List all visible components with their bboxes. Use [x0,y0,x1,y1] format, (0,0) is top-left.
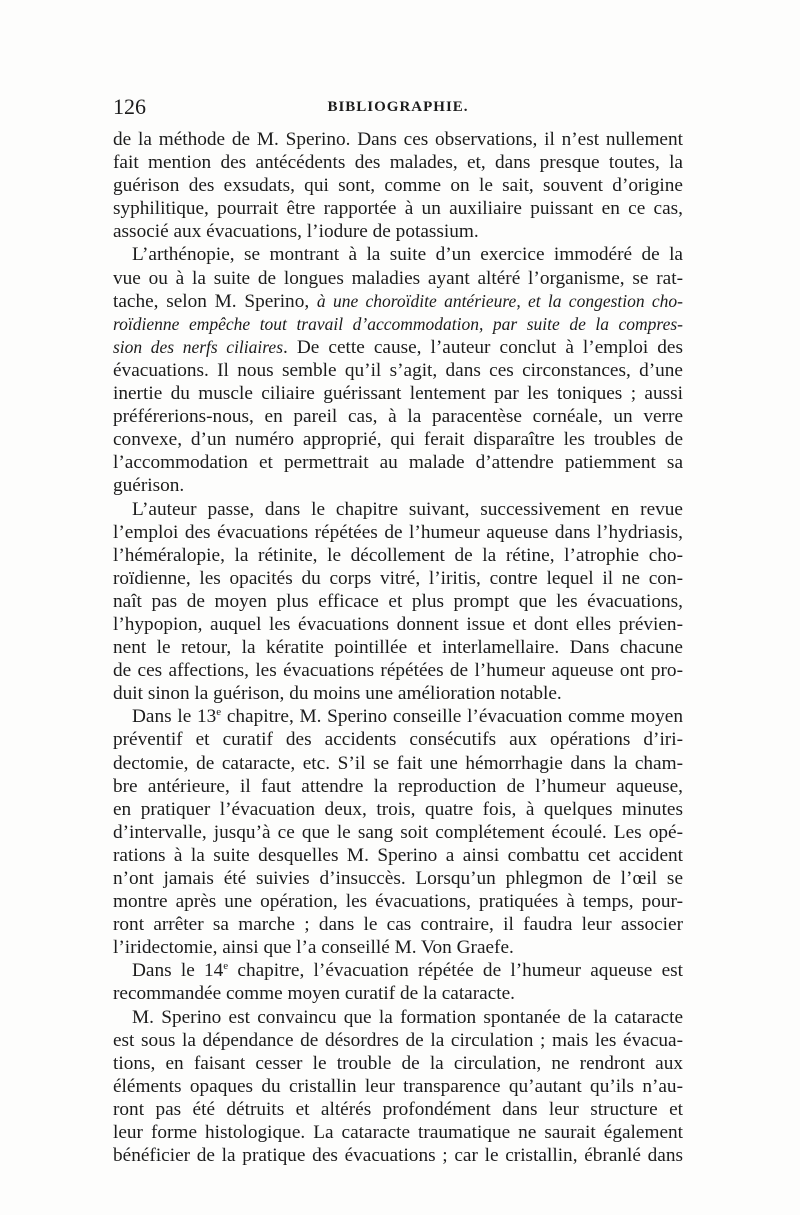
text-segment: montre après une opération, les évacuations, pratiquées à temps, pour- [113,891,683,913]
text-segment: rations à la suite desquelles M. Sperino a ainsi combattu cet accident [113,844,683,866]
italic-text: roïdienne empêche tout travail d’accommodation, par suite de la compres- [113,313,683,334]
text-segment: vue ou à la suite de longues maladies ayant altéré l’organisme, se rat- [113,267,683,289]
text-line [113,359,683,382]
text-line [113,451,683,474]
text-line [113,1029,683,1052]
text-segment: naît pas de moyen plus efficace et plus prompt que les évacuations, [113,590,683,612]
text-segment: en pratiquer l’évacuation deux, trois, quatre fois, à quelques minutes [113,798,683,820]
text-segment: convexe, d’un numéro approprié, qui ferait disparaître les troubles de [113,429,683,451]
text-line [113,336,683,359]
text-segment: préventif et curatif des accidents consécutifs aux opérations d’iri- [113,729,683,751]
superscript: e [216,706,222,719]
text-segment: évacuations. Il nous semble qu’il s’agit, dans ces circonstances, d’une [113,359,683,381]
text-segment: l’iridectomie, ainsi que l’a conseillé M. Von Graefe. [113,937,514,959]
text-segment: L’auteur passe, dans le chapitre suivant, successivement en revue [132,498,683,520]
text-segment: inertie du muscle ciliaire guérissant lentement par les toniques ; aussi [113,383,683,405]
text-line [113,982,683,1005]
text-segment: de ces affections, les évacuations répétées de l’humeur aqueuse ont pro- [113,660,683,682]
text-segment: de la méthode de M. Sperino. Dans ces observations, il n’est nullement [113,129,683,150]
page-number: 126 [113,94,146,119]
text-line [113,521,683,544]
text-segment: dectomie, de cataracte, etc. S’il se fait une hémorrhagie dans la cham- [113,752,683,774]
text-line [113,151,683,174]
text-line [113,959,683,982]
text-segment: chapitre, l’évacuation répétée de l’humeur aqueuse est [228,960,683,982]
text-line [113,220,683,243]
text-line [113,890,683,913]
text-segment: roïdienne, les opacités du corps vitré, l’iritis, contre lequel il ne con- [113,567,683,589]
text-line [113,128,683,151]
text-line [113,1075,683,1098]
text-line [113,752,683,775]
text-line [113,567,683,590]
text-segment: leur forme histologique. La cataracte traumatique ne saurait également [113,1122,683,1144]
text-segment: guérison. [113,475,185,497]
text-line [113,405,683,428]
text-segment: duit sinon la guérison, du moins une amélioration notable. [113,683,562,705]
text-line [113,613,683,636]
text-segment: est sous la dépendance de désordres de la circulation ; mais les évacua- [113,1029,683,1051]
text-line [113,682,683,705]
text-line [113,474,683,497]
text-segment: ront pas été détruits et altérés profondément dans leur structure et [113,1098,683,1120]
text-segment: associé aux évacuations, l’iodure de potassium. [113,221,479,243]
text-line [113,636,683,659]
text-segment: bénéficier de la pratique des évacuations ; car le cristallin, ébranlé dans [113,1145,683,1167]
text-segment: n’ont jamais été suivies d’insuccès. Lorsqu’un phlegmon de l’œil se [113,868,683,889]
text-line [113,590,683,613]
text-line [113,844,683,867]
text-line [113,174,683,197]
text-line [113,821,683,844]
text-line [113,428,683,451]
text-segment: guérison des exsudats, qui sont, comme on le sait, souvent d’origine [113,175,683,197]
text-line [113,1052,683,1075]
text-segment: l’hypopion, auquel les évacuations donnent issue et dont elles prévien- [113,613,683,635]
italic-text: à une choroïdite antérieure, et la congestion cho- [316,290,684,311]
text-line [113,1144,683,1167]
text-line [113,290,683,313]
text-line [113,798,683,821]
text-line [113,267,683,290]
text-line [113,1098,683,1121]
text-line [113,313,683,336]
text-line [113,382,683,405]
text-line [113,775,683,798]
text-segment: recommandée comme moyen curatif de la cataracte. [113,983,516,1005]
text-line [113,197,683,220]
text-line [113,1006,683,1029]
text-line [113,659,683,682]
text-segment: fait mention des antécédents des malades, et, dans presque toutes, la [113,152,683,174]
text-line [113,498,683,521]
text-line [113,936,683,959]
italic-text: sion des nerfs ciliaires [113,336,284,357]
text-segment: bre antérieure, il faut attendre la reproduction de l’humeur aqueuse, [113,775,683,797]
text-segment: nent le retour, la kératite pointillée et interlamellaire. Dans chacune [113,637,683,659]
text-line [113,544,683,567]
text-segment: préférerions-nous, en pareil cas, à la paracentèse cornéale, un verre [113,406,683,428]
text-segment: l’accommodation et permettrait au malade d’attendre patiemment sa [113,452,683,474]
text-segment: chapitre, M. Sperino conseille l’évacuation comme moyen [221,706,683,728]
text-segment: l’héméralopie, la rétinite, le décollement de la rétine, l’atrophie cho- [113,544,683,566]
text-segment: ront arrêter sa marche ; dans le cas contraire, il faudra leur associer [113,914,683,936]
text-segment: Dans le 14 [132,960,224,982]
text-segment: M. Sperino est convaincu que la formation spontanée de la cataracte [132,1006,683,1028]
text-segment: . De cette cause, l’auteur conclut à l’emploi des [283,336,683,358]
text-segment: Dans le 13 [132,706,217,728]
text-segment: L’arthénopie, se montrant à la suite d’un exercice immodéré de la [132,244,683,266]
text-segment: syphilitique, pourrait être rapportée à un auxiliaire puissant en ce cas, [113,198,683,220]
text-line [113,705,683,728]
text-segment: d’intervalle, jusqu’à ce que le sang soit complétement écoulé. Les opé- [113,821,683,843]
text-line [113,913,683,936]
text-segment: l’emploi des évacuations répétées de l’humeur aqueuse dans l’hydriasis, [113,521,683,543]
superscript: e [223,960,229,973]
text-segment: éléments opaques du cristallin leur transparence qu’autant qu’ils n’au- [113,1075,683,1097]
text-segment: tions, en faisant cesser le trouble de la circulation, ne rendront aux [113,1052,683,1074]
page-header [113,92,683,122]
text-line [113,243,683,266]
text-line [113,867,683,890]
text-segment: tache, selon M. Sperino, [113,290,317,312]
body-text [113,128,683,1167]
text-line [113,1121,683,1144]
running-title: BIBLIOGRAPHIE. [327,99,469,115]
text-line [113,728,683,751]
